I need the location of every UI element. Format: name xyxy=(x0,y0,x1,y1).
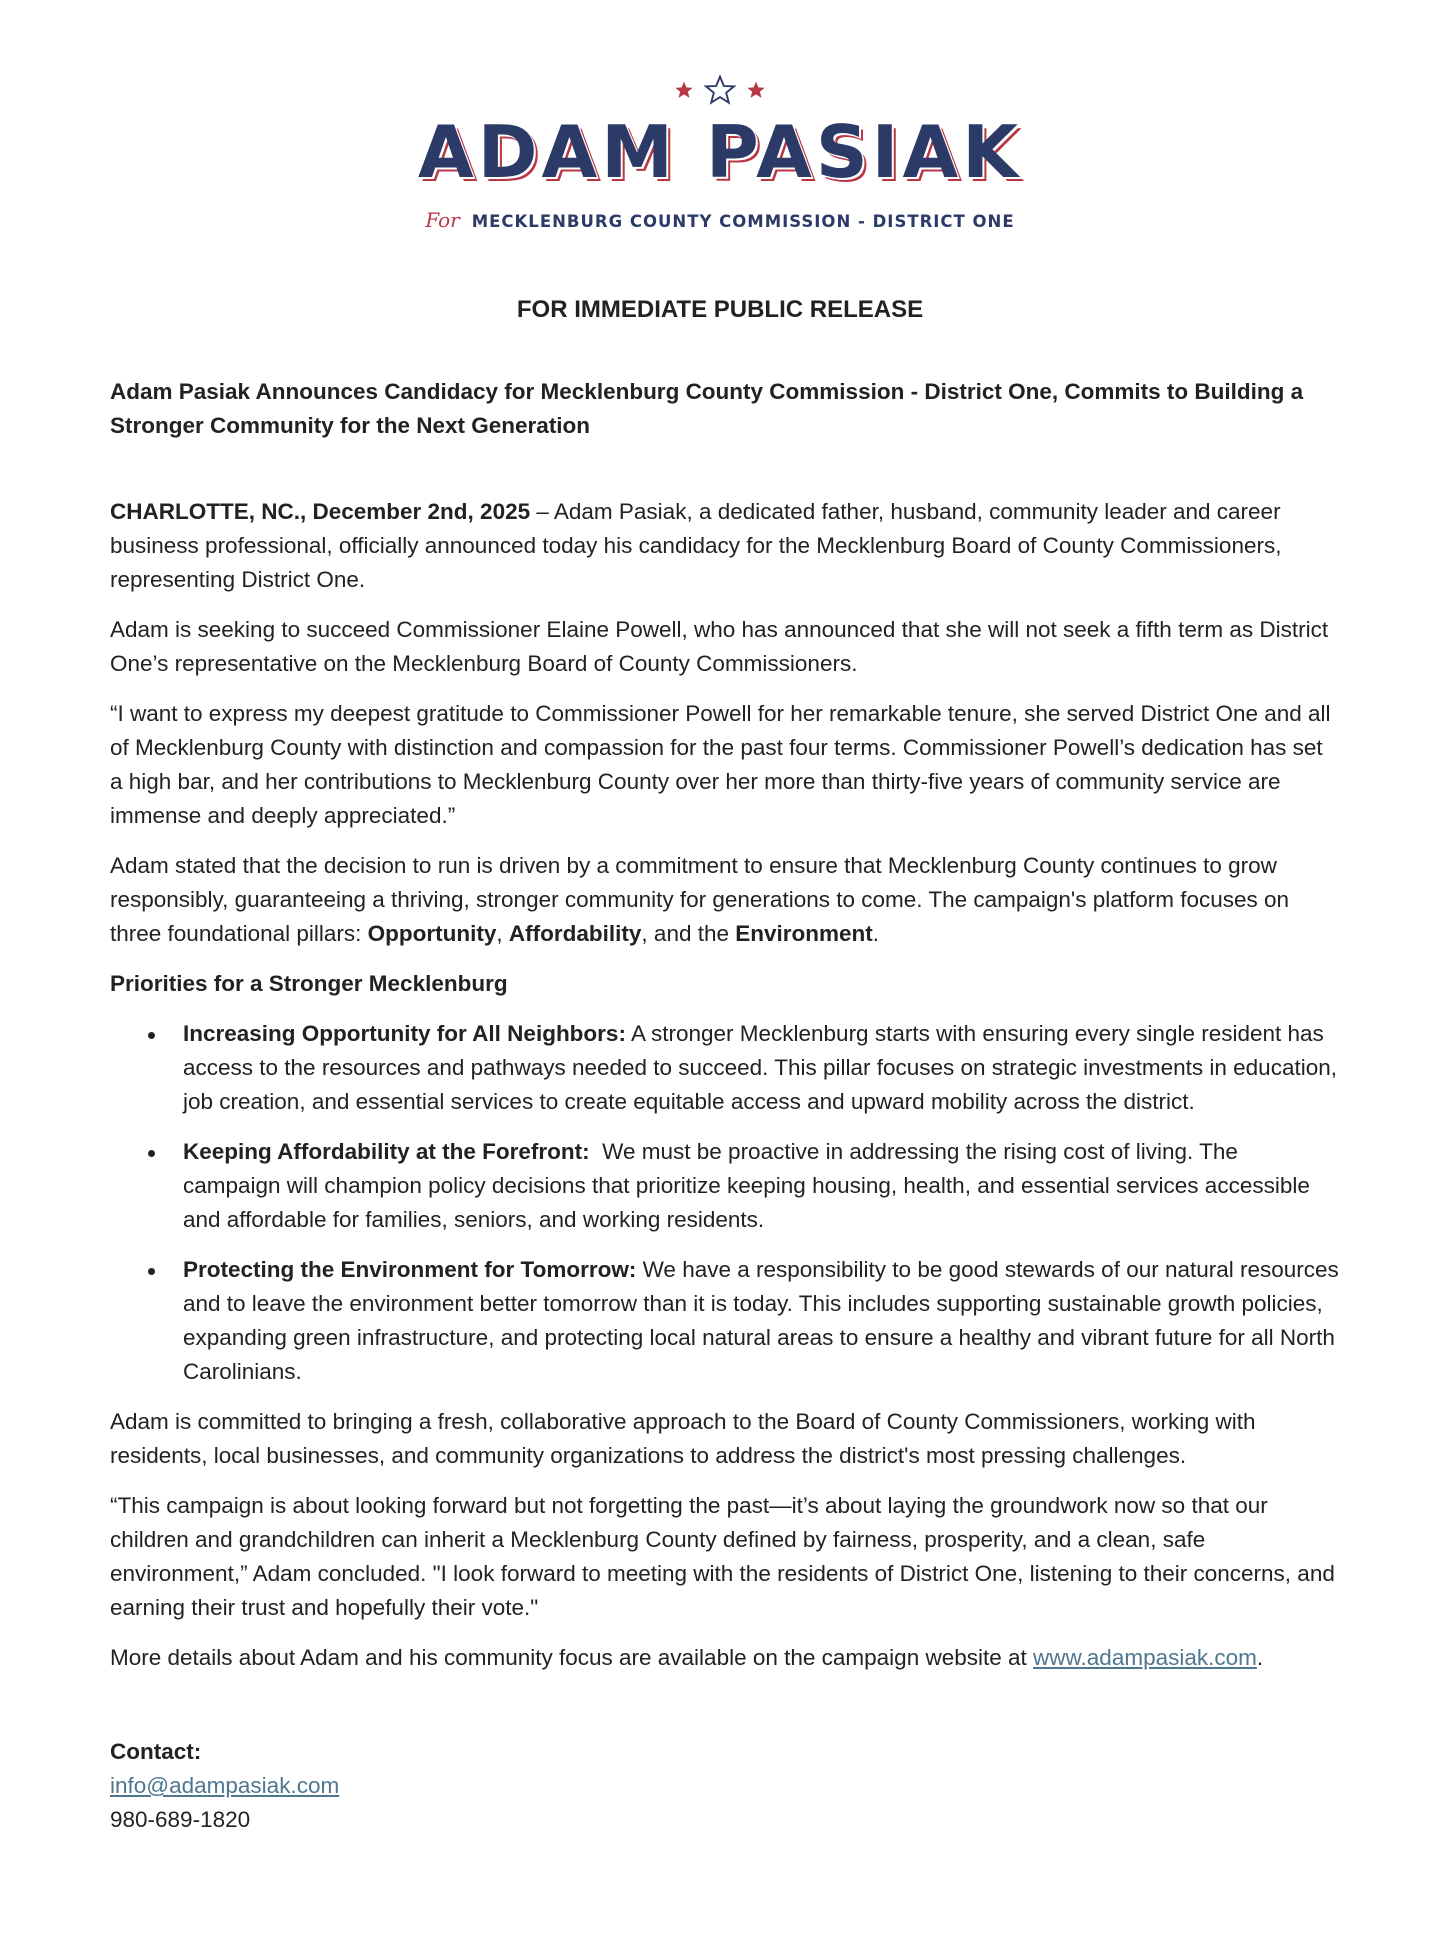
contact-block xyxy=(110,1735,1340,1837)
separator: , and the xyxy=(641,921,736,946)
platform-paragraph xyxy=(110,849,1340,951)
release-label: FOR IMMEDIATE PUBLIC RELEASE xyxy=(516,296,924,323)
priority-item xyxy=(110,1135,1340,1237)
contact-label: Contact: xyxy=(110,1739,202,1764)
campaign-logo xyxy=(0,70,1440,232)
dateline-paragraph xyxy=(110,495,1340,597)
succession-paragraph: Adam is seeking to succeed Commissioner Elaine Powell, who has announced that she will not seek a fifth term as District One’s representative on the Mecklenburg Board of County Commissioners. xyxy=(110,617,1329,676)
priority-text: We must be proactive in addressing the rising cost of living. The campaign will champion policy decisions that prioritize keeping housing, health, and essential services accessible and affordable for families, seniors, and working residents. xyxy=(183,1139,1317,1232)
logo-subtitle xyxy=(0,208,1440,232)
press-release-body xyxy=(110,375,1340,1837)
separator: , xyxy=(496,921,509,946)
star-outline-icon xyxy=(704,74,736,106)
bullet-icon xyxy=(148,1150,155,1157)
priority-item xyxy=(110,1017,1340,1119)
star-icon xyxy=(674,80,694,100)
logo-district: MECKLENBURG COUNTY COMMISSION - DISTRICT ONE xyxy=(471,212,1015,231)
platform-text: Adam stated that the decision to run is driven by a commitment to ensure that Mecklenburg County continues to grow responsibly, guaranteeing a thriving, stronger community for generations to come. The campaign's platform focuses on three foundational pillars: xyxy=(110,853,1290,946)
commitment-paragraph: Adam is committed to bringing a fresh, collaborative approach to the Board of County Commissioners, working with residents, local businesses, and community organizations to address the district's most pressing challenges. xyxy=(110,1409,1256,1468)
bullet-icon xyxy=(148,1032,155,1039)
website-paragraph xyxy=(110,1641,1340,1675)
logo-stars xyxy=(0,70,1440,110)
pillar-environment: Environment xyxy=(735,921,873,946)
priority-item xyxy=(110,1253,1340,1389)
website-text: More details about Adam and his community focus are available on the campaign website at xyxy=(110,1645,1034,1670)
priority-title: Increasing Opportunity for All Neighbors: xyxy=(183,1021,626,1046)
priority-title: Protecting the Environment for Tomorrow: xyxy=(183,1257,637,1282)
pillar-opportunity: Opportunity xyxy=(367,921,497,946)
website-link[interactable]: www.adampasiak.com xyxy=(1033,1645,1257,1670)
pillar-affordability: Affordability xyxy=(508,921,642,946)
dateline-text: – Adam Pasiak, a dedicated father, husband, community leader and career business professional, officially announced today his candidacy for the Mecklenburg Board of County Commissioners, representing District One. xyxy=(110,499,1282,592)
bullet-icon xyxy=(148,1268,155,1275)
contact-email-link[interactable]: info@adampasiak.com xyxy=(110,1773,340,1798)
headline: Adam Pasiak Announces Candidacy for Mecklenburg County Commission - District One, Commits to Building a Stronger Community for the Next Generation xyxy=(110,379,1304,438)
priorities-heading: Priorities for a Stronger Mecklenburg xyxy=(110,971,508,996)
priorities-list xyxy=(110,1017,1340,1389)
contact-phone: 980-689-1820 xyxy=(110,1807,251,1832)
period: . xyxy=(1256,1645,1264,1670)
logo-for: For xyxy=(425,208,460,232)
star-icon xyxy=(746,80,766,100)
gratitude-quote: “I want to express my deepest gratitude to Commissioner Powell for her remarkable tenure, she served District One and all of Mecklenburg County with distinction and compassion for the past four terms. Commissioner Powell’s dedication has set a high bar, and her contributions to Mecklenburg County over her more than thirty-five years of community service are immense and deeply appreciated.” xyxy=(110,701,1331,828)
priority-text: We have a responsibility to be good stewards of our natural resources and to leave the environment better tomorrow than it is today. This includes supporting sustainable growth policies, expanding green infrastructure, and protecting local natural areas to ensure a healthy and vibrant future for all North Carolinians. xyxy=(183,1257,1339,1384)
dateline: CHARLOTTE, NC., December 2nd, 2025 xyxy=(110,499,531,524)
logo-name: ADAM PASIAK xyxy=(418,110,1022,194)
priority-text: A stronger Mecklenburg starts with ensuring every single resident has access to the resources and pathways needed to succeed. This pillar focuses on strategic investments in education, job creation, and essential services to create equitable access and upward mobility across the district. xyxy=(183,1021,1337,1114)
period: . xyxy=(872,921,880,946)
priority-title: Keeping Affordability at the Forefront: xyxy=(183,1139,590,1164)
closing-quote: “This campaign is about looking forward but not forgetting the past—it’s about laying the groundwork now so that our children and grandchildren can inherit a Mecklenburg County defined by fairness, prosperity, and a clean, safe environment,” Adam concluded. "I look forward to meeting with the residents of District One, listening to their concerns, and earning their trust and hopefully their vote." xyxy=(110,1493,1335,1620)
